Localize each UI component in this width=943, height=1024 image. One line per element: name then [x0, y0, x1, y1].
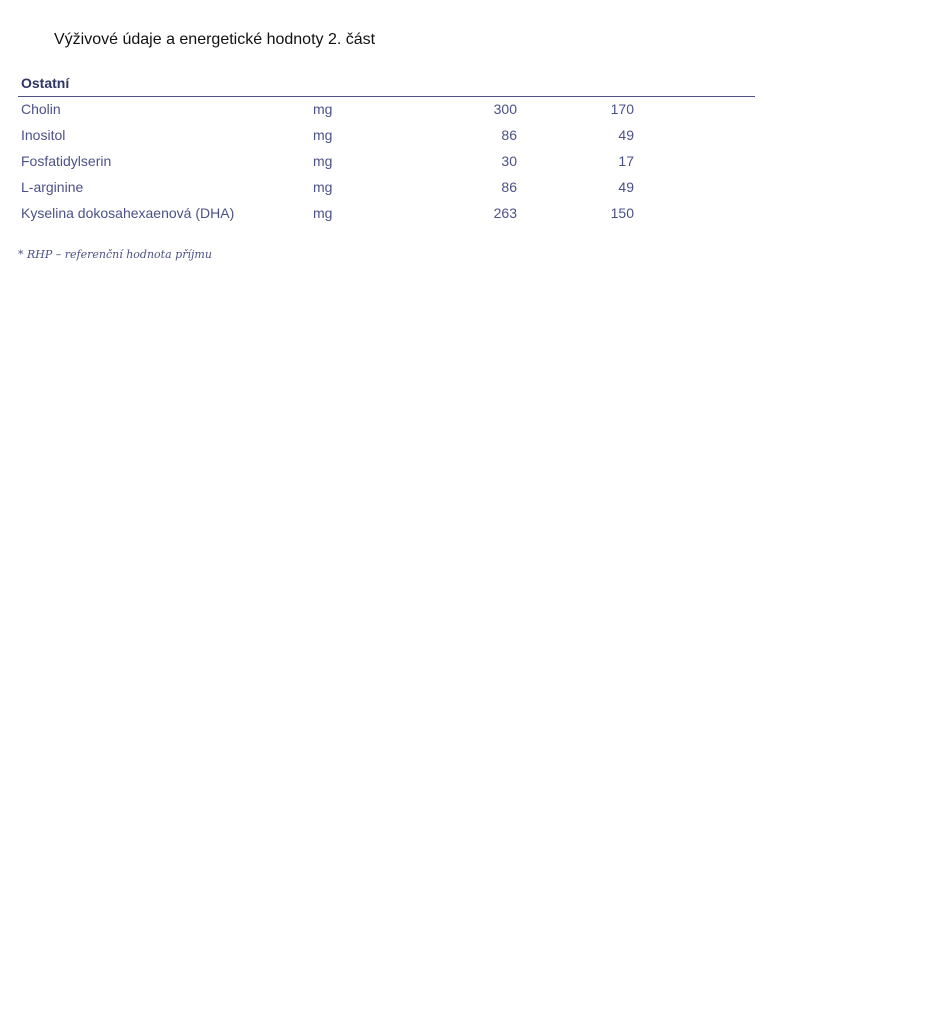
- row-value-1: 86: [501, 179, 517, 195]
- row-value-2: 49: [618, 127, 634, 143]
- page-title: Výživové údaje a energetické hodnoty 2. část: [54, 31, 376, 48]
- row-unit: mg: [313, 127, 333, 143]
- table-row: [18, 149, 755, 175]
- row-name: Cholin: [21, 101, 61, 117]
- row-name: Kyselina dokosahexaenová (DHA): [21, 205, 235, 221]
- table-row: [18, 175, 755, 201]
- row-unit: mg: [313, 179, 333, 195]
- section-heading: Ostatní: [18, 72, 755, 97]
- row-value-2: 150: [610, 205, 634, 221]
- footnote: * RHP – referenční hodnota příjmu: [18, 248, 212, 261]
- row-value-1: 86: [501, 127, 517, 143]
- table-row: [18, 97, 755, 123]
- row-name: L-arginine: [21, 179, 84, 195]
- table-row: [18, 123, 755, 149]
- row-unit: mg: [313, 101, 333, 117]
- row-value-1: 30: [501, 153, 517, 169]
- nutrition-table: [18, 72, 755, 227]
- row-value-1: 300: [493, 101, 517, 117]
- table-body: [18, 97, 755, 227]
- row-unit: mg: [313, 205, 333, 221]
- row-unit: mg: [313, 153, 333, 169]
- row-name: Inositol: [21, 127, 66, 143]
- table-row: [18, 201, 755, 227]
- row-value-2: 170: [610, 101, 634, 117]
- row-name: Fosfatidylserin: [21, 153, 112, 169]
- row-value-2: 17: [618, 153, 634, 169]
- row-value-2: 49: [618, 179, 634, 195]
- row-value-1: 263: [493, 205, 517, 221]
